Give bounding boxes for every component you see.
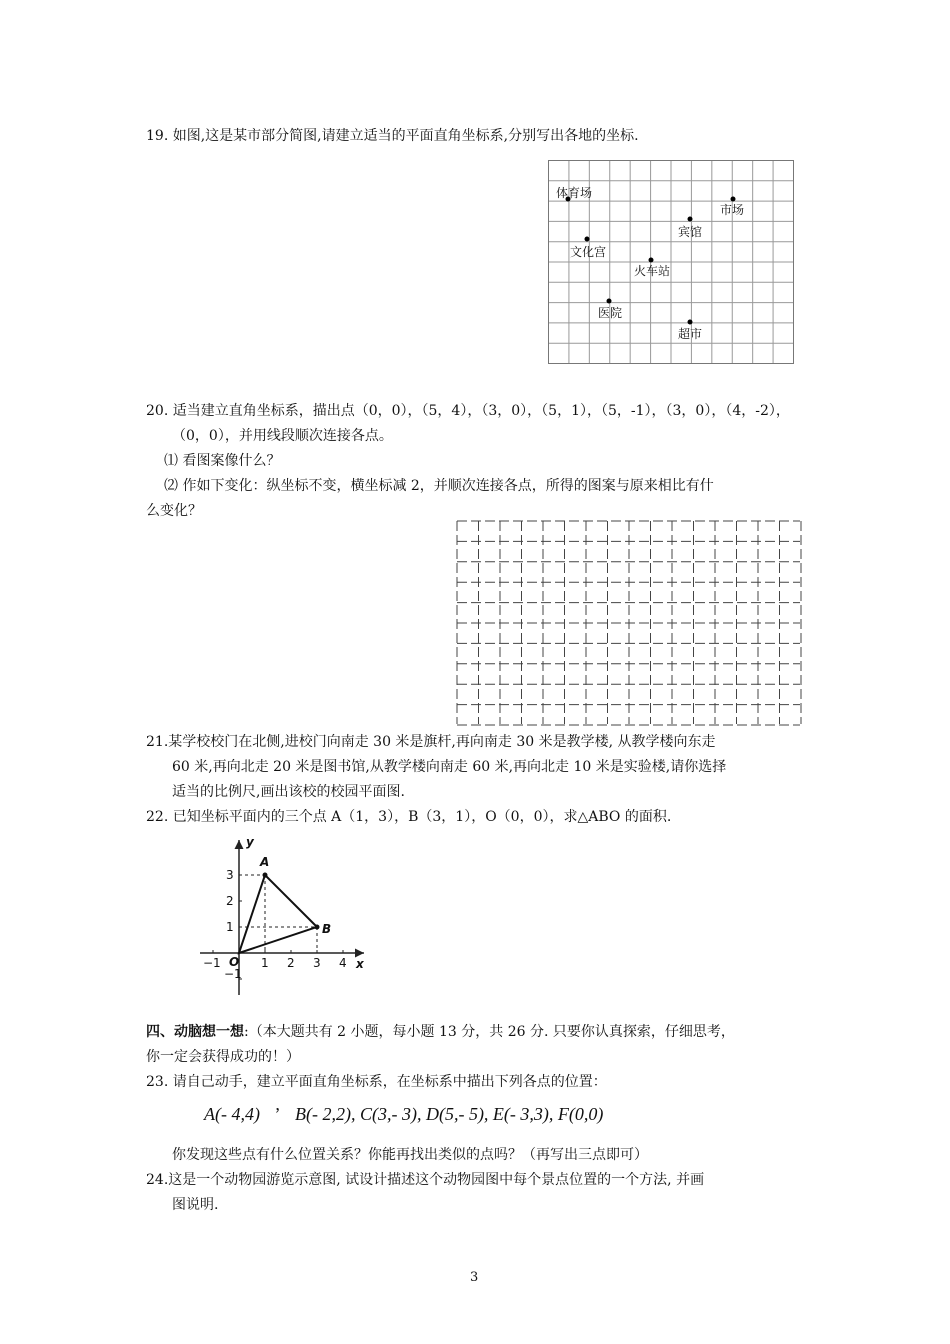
- label-b: B: [322, 922, 332, 936]
- market-dot: [731, 197, 736, 202]
- place-supermarket: 超市: [678, 327, 703, 341]
- x-tick-4: 4: [339, 956, 347, 970]
- q21-line2: 60 米,再向北走 20 米是图书馆,从教学楼向南走 60 米,再向北走 10 米是实验楼,请你选择: [172, 759, 727, 775]
- place-train-station: 火车站: [634, 264, 671, 278]
- q21-line1: 21.某学校校门在北侧,进校门向南走 30 米是旗杆,再向南走 30 米是教学楼, 从教学楼向东走: [146, 734, 716, 750]
- q20-text2: （0，0），并用线段顺次连接各点。: [172, 428, 393, 444]
- place-culture-palace: 文化宫: [570, 245, 607, 259]
- culture-palace-dot: [585, 237, 590, 242]
- page-number: 3: [470, 1270, 479, 1285]
- y-tick-3: 3: [226, 868, 234, 882]
- axis-label-x: x: [356, 957, 364, 971]
- q19-text: 19. 如图,这是某市部分简图,请建立适当的平面直角坐标系,分别写出各地的坐标.: [146, 128, 639, 144]
- y-tick-1: 1: [226, 920, 234, 934]
- x-tick-2: 2: [287, 956, 295, 970]
- section4-title: 四、动脑想一想: [146, 1024, 244, 1040]
- q20-sub2b: 么变化？: [146, 503, 202, 519]
- x-tick-1: 1: [261, 956, 269, 970]
- q20-sub2: ⑵ 作如下变化：纵坐标不变，横坐标减 2，并顺次连接各点，所得的图案与原来相比有什: [164, 478, 714, 494]
- section4-header: [146, 1022, 735, 1042]
- q23-separator: ’: [274, 1104, 281, 1124]
- label-a: A: [260, 855, 270, 869]
- x-tick-3: 3: [313, 956, 321, 970]
- section4-desc: :（本大题共有 2 小题，每小题 13 分，共 26 分. 只要你认真探索，仔细思考，: [244, 1024, 735, 1040]
- q20-blank-grid: [456, 520, 802, 726]
- label-o: O: [229, 955, 240, 969]
- triangle-abo: [239, 875, 317, 953]
- place-stadium: 体育场: [556, 186, 593, 200]
- q22-text: 22. 已知坐标平面内的三个点 A（1，3），B（3，1），O（0，0），求△ABO 的面积.: [146, 809, 672, 825]
- y-tick-neg1: −1: [224, 967, 242, 981]
- y-tick-2: 2: [226, 894, 234, 908]
- q23-point-a: A(- 4,4): [204, 1104, 260, 1124]
- q23-follow: 你发现这些点有什么位置关系？你能再找出类似的点吗？（再写出三点即可）: [172, 1147, 648, 1163]
- place-market: 市场: [720, 203, 745, 217]
- q20-sub1: ⑴ 看图案像什么？: [164, 453, 281, 469]
- q24-line1: 24.这是一个动物园游览示意图, 试设计描述这个动物园图中每个景点位置的一个方法, 并画: [146, 1172, 705, 1188]
- hospital-dot: [607, 299, 612, 304]
- q23-points-rest: B(- 2,2), C(3,- 3), D(5,- 5), E(- 3,3), F(0,0): [294, 1104, 604, 1124]
- q21-line3: 适当的比例尺,画出该校的校园平面图.: [172, 784, 405, 800]
- city-map-figure: [548, 160, 796, 366]
- q20-text: 20. 适当建立直角坐标系，描出点（0，0），（5，4），（3，0），（5，1），（5，-1），（3，0），（4，-2），: [146, 403, 790, 419]
- place-hotel: 宾馆: [678, 225, 703, 239]
- section4-desc2: 你一定会获得成功的！）: [146, 1049, 300, 1065]
- supermarket-dot: [688, 320, 693, 325]
- train-station-dot: [649, 258, 654, 263]
- triangle-coordinate-figure: [196, 832, 376, 1002]
- q23-text: 23. 请自己动手，建立平面直角坐标系，在坐标系中描出下列各点的位置：: [146, 1074, 607, 1090]
- q24-line2: 图说明.: [172, 1197, 219, 1213]
- hotel-dot: [688, 217, 693, 222]
- q23-points: [204, 1104, 603, 1125]
- axis-label-y: y: [246, 835, 254, 849]
- x-tick-neg1: −1: [203, 956, 221, 970]
- place-hospital: 医院: [598, 306, 623, 320]
